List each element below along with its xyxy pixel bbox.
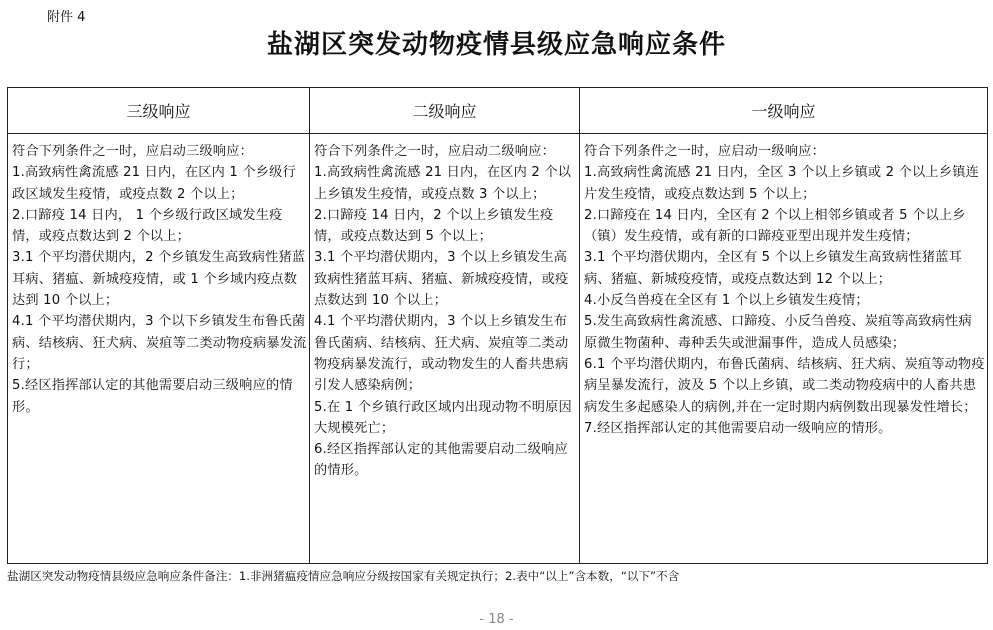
level-2-item-3: 3.1 个平均潜伏期内，3 个以上乡镇发生高致病性猪蓝耳病、猪瘟、新城疫疫情，或疫点数达到 10 个以上； [314, 250, 569, 309]
level-3-item-1: 1.高致病性禽流感 21 日内，在区内 1 个乡级行政区域发生疫情，或疫点数 2 个以上； [12, 165, 296, 202]
level-3-item-5: 5.经区指挥部认定的其他需要启动三级响应的情形。 [12, 378, 293, 415]
level-2-conditions-cell [310, 134, 580, 564]
level-1-item-6: 6.1 个平均潜伏期内，布鲁氏菌病、结核病、狂犬病、炭疽等动物疫病呈暴发流行，波及 5 个以上乡镇，或二类动物疫病中的人畜共患病发生多起感染人的病例,并在一定时期内病例数出现暴发性增长； [584, 356, 985, 415]
attachment-label: 附件 4 [47, 10, 86, 25]
level-1-item-2: 2.口蹄疫在 14 日内，全区有 2 个以上相邻乡镇或者 5 个以上乡（镇）发生疫情，或有新的口蹄疫亚型出现并发生疫情； [584, 207, 966, 245]
level-2-intro: 符合下列条件之一时，应启动二级响应： [314, 144, 555, 159]
header-level-1: 一级响应 [580, 88, 988, 134]
level-3-intro: 符合下列条件之一时，应启动三级响应： [12, 144, 253, 159]
level-2-item-6: 6.经区指挥部认定的其他需要启动二级响应的情形。 [314, 442, 568, 479]
level-1-conditions-cell [580, 134, 988, 564]
level-3-item-2: 2.口蹄疫 14 日内， 1 个乡级行政区域发生疫情，或疫点数达到 2 个以上； [12, 207, 283, 245]
level-3-item-3: 3.1 个平均潜伏期内，2 个乡镇发生高致病性猪蓝耳病、猪瘟、新城疫疫情，或 1 个乡域内疫点数达到 10 个以上； [12, 250, 306, 309]
page-number: - 18 - [479, 612, 514, 627]
level-1-item-1: 1.高致病性禽流感 21 日内，全区 3 个以上乡镇或 2 个以上乡镇连片发生疫情，或疫点数达到 5 个以上； [584, 165, 979, 202]
level-2-item-1: 1.高致病性禽流感 21 日内，在区内 2 个以上乡镇发生疫情，或疫点数 3 个以上； [314, 165, 572, 202]
level-1-intro: 符合下列条件之一时，应启动一级响应： [584, 144, 825, 159]
table-header-row [8, 88, 988, 134]
response-conditions-table [7, 87, 988, 564]
level-3-conditions-cell [8, 134, 310, 564]
header-level-2: 二级响应 [310, 88, 580, 134]
table-note: 盐湖区突发动物疫情县级应急响应条件备注：1.非洲猪瘟疫情应急响应分级按国家有关规定执行；2.表中“以上”含本数，“以下”不含 [7, 569, 680, 583]
level-2-item-4: 4.1 个平均潜伏期内，3 个以上乡镇发生布鲁氏菌病、结核病、狂犬病、炭疽等二类动物疫病暴发流行，或动物发生的人畜共患病引发人感染病例； [314, 314, 569, 394]
header-level-3: 三级响应 [8, 88, 310, 134]
level-3-item-4: 4.1 个平均潜伏期内，3 个以下乡镇发生布鲁氏菌病、结核病、狂犬病、炭疽等二类动物疫病暴发流行； [12, 314, 307, 372]
level-1-item-7: 7.经区指挥部认定的其他需要启动一级响应的情形。 [584, 420, 892, 436]
page-title: 盐湖区突发动物疫情县级应急响应条件 [266, 30, 726, 60]
level-1-item-4: 4.小反刍兽疫在全区有 1 个以上乡镇发生疫情； [584, 293, 869, 309]
table-row [8, 134, 988, 564]
level-2-item-5: 5.在 1 个乡镇行政区域内出现动物不明原因大规模死亡； [314, 399, 572, 436]
level-1-item-5: 5.发生高致病性禽流感、口蹄疫、小反刍兽疫、炭疽等高致病性病原微生物菌种、毒种丢失或泄漏事件，造成人员感染； [584, 314, 972, 351]
level-2-item-2: 2.口蹄疫 14 日内，2 个以上乡镇发生疫情，或疫点数达到 5 个以上； [314, 207, 554, 245]
level-1-item-3: 3.1 个平均潜伏期内，全区有 5 个以上乡镇发生高致病性猪蓝耳病、猪瘟、新城疫疫情，或疫点数达到 12 个以上； [584, 250, 963, 287]
